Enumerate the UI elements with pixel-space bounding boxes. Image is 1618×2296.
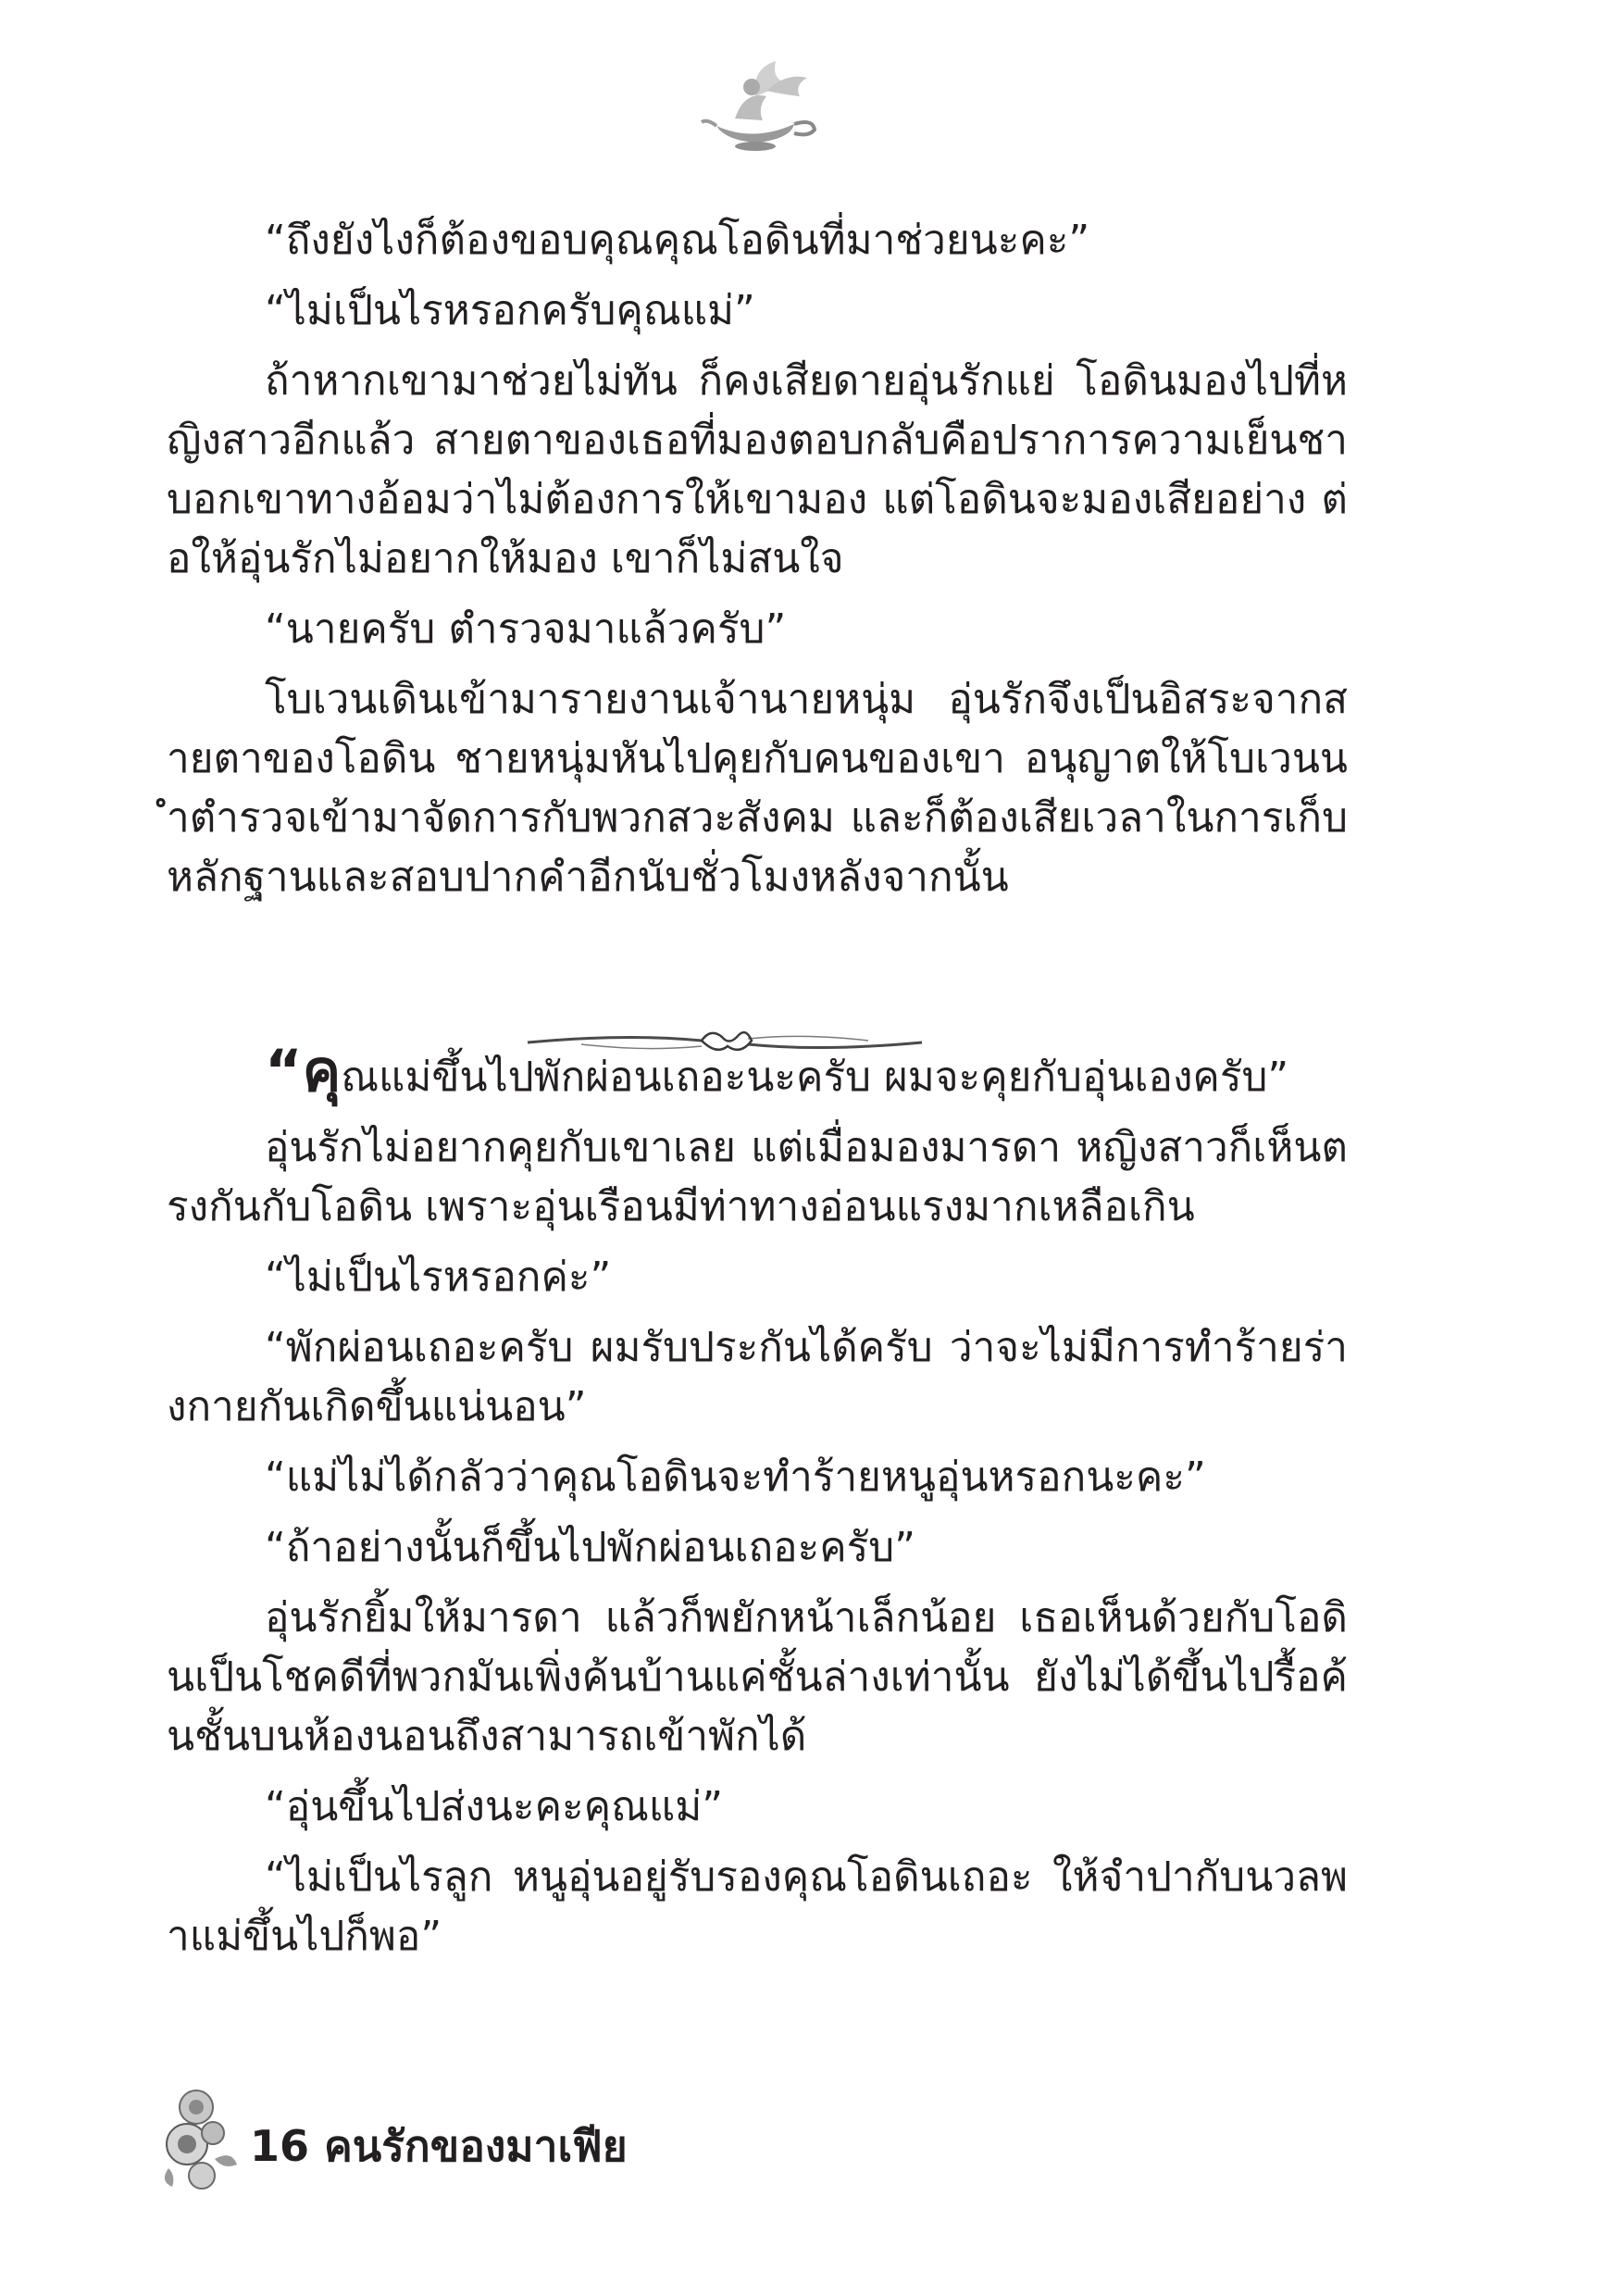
paragraph: “อุ่นขึ้นไปส่งนะคะคุณแม่”	[265, 1783, 724, 1830]
paragraph: “ไม่เป็นไรหรอกครับคุณแม่”	[265, 287, 755, 334]
page-footer	[159, 2085, 992, 2196]
paragraph: “ถึงยังไงก็ต้องขอบคุณคุณโอดินที่มาช่วยนะคะ”	[265, 217, 1090, 264]
paragraph: “ไม่เป็นไรลูก หนูอุ่นอยู่รับรองคุณโอดินเถอะ ให้จำปากับนวลพาแม่ขึ้นไปก็พอ”	[167, 1853, 1348, 1960]
flower-icon	[159, 2085, 243, 2192]
paragraph: โบเวนเดินเข้ามารายงานเจ้านายหนุ่ม อุ่นรักจึงเป็นอิสระจากสายตาของโอดิน ชายหนุ่มหันไปคุยกับคนของเขา อนุญาตให้โบเวนนำตำรวจเข้ามาจัดการกับพวกสวะสังคม และก็ต้องเสียเวลาในการเก็บหลักฐานและสอบปากคำอีกนับชั่วโมงหลังจากนั้น	[167, 676, 1348, 901]
section-2	[167, 1037, 1348, 1978]
paragraph: “พักผ่อนเถอะครับ ผมรับประกันได้ครับ ว่าจะไม่มีการทำร้ายร่างกายกันเกิดขึ้นแน่นอน”	[167, 1324, 1348, 1430]
book-title: คนรักของมาเฟีย	[324, 2121, 628, 2171]
paragraph: “ถ้าอย่างนั้นก็ขึ้นไปพักผ่อนเถอะครับ”	[265, 1524, 916, 1571]
paragraph: ถ้าหากเขามาช่วยไม่ทัน ก็คงเสียดายอุ่นรักแย่ โอดินมองไปที่หญิงสาวอีกแล้ว สายตาของเธอที่มองตอบกลับคือปราการความเย็นชา บอกเขาทางอ้อมว่าไม่ต้องการให้เขามอง แต่โอดินจะมองเสียอย่าง ต่อให้อุ่นรักไม่อยากให้มอง เขาก็ไม่สนใจ	[167, 357, 1348, 582]
paragraph: อุ่นรักไม่อยากคุยกับเขาเลย แต่เมื่อมองมารดา หญิงสาวก็เห็นตรงกันกับโอดิน เพราะอุ่นเรือนมีท่าทางอ่อนแรงมากเหลือเกิน	[167, 1124, 1348, 1230]
paragraph-dropcap	[167, 1037, 1348, 1107]
page-number: 16	[250, 2121, 310, 2171]
paragraph: “นายครับ ตำรวจมาแล้วครับ”	[265, 605, 787, 653]
paragraph-text: ณแม่ขึ้นไปพักผ่อนเถอะนะครับ ผมจะคุยกับอุ่นเองครับ”	[341, 1054, 1289, 1101]
paragraph: อุ่นรักยิ้มให้มารดา แล้วก็พยักหน้าเล็กน้อย เธอเห็นด้วยกับโอดินเป็นโชคดีที่พวกมันเพิ่งค้นบ้านแค่ชั้นล่างเท่านั้น ยังไม่ได้ขึ้นไปรื้อค้นชั้นบนห้องนอนถึงสามารถเข้าพักได้	[167, 1594, 1348, 1760]
paragraph: “ไม่เป็นไรหรอกค่ะ”	[265, 1254, 612, 1301]
section-1	[167, 211, 1348, 918]
dropcap: “คุ	[265, 1037, 342, 1104]
paragraph: “แม่ไม่ได้กลัวว่าคุณโอดินจะทำร้ายหนูอุ่นหรอกนะคะ”	[265, 1454, 1206, 1501]
winged-lamp-icon	[698, 54, 818, 156]
